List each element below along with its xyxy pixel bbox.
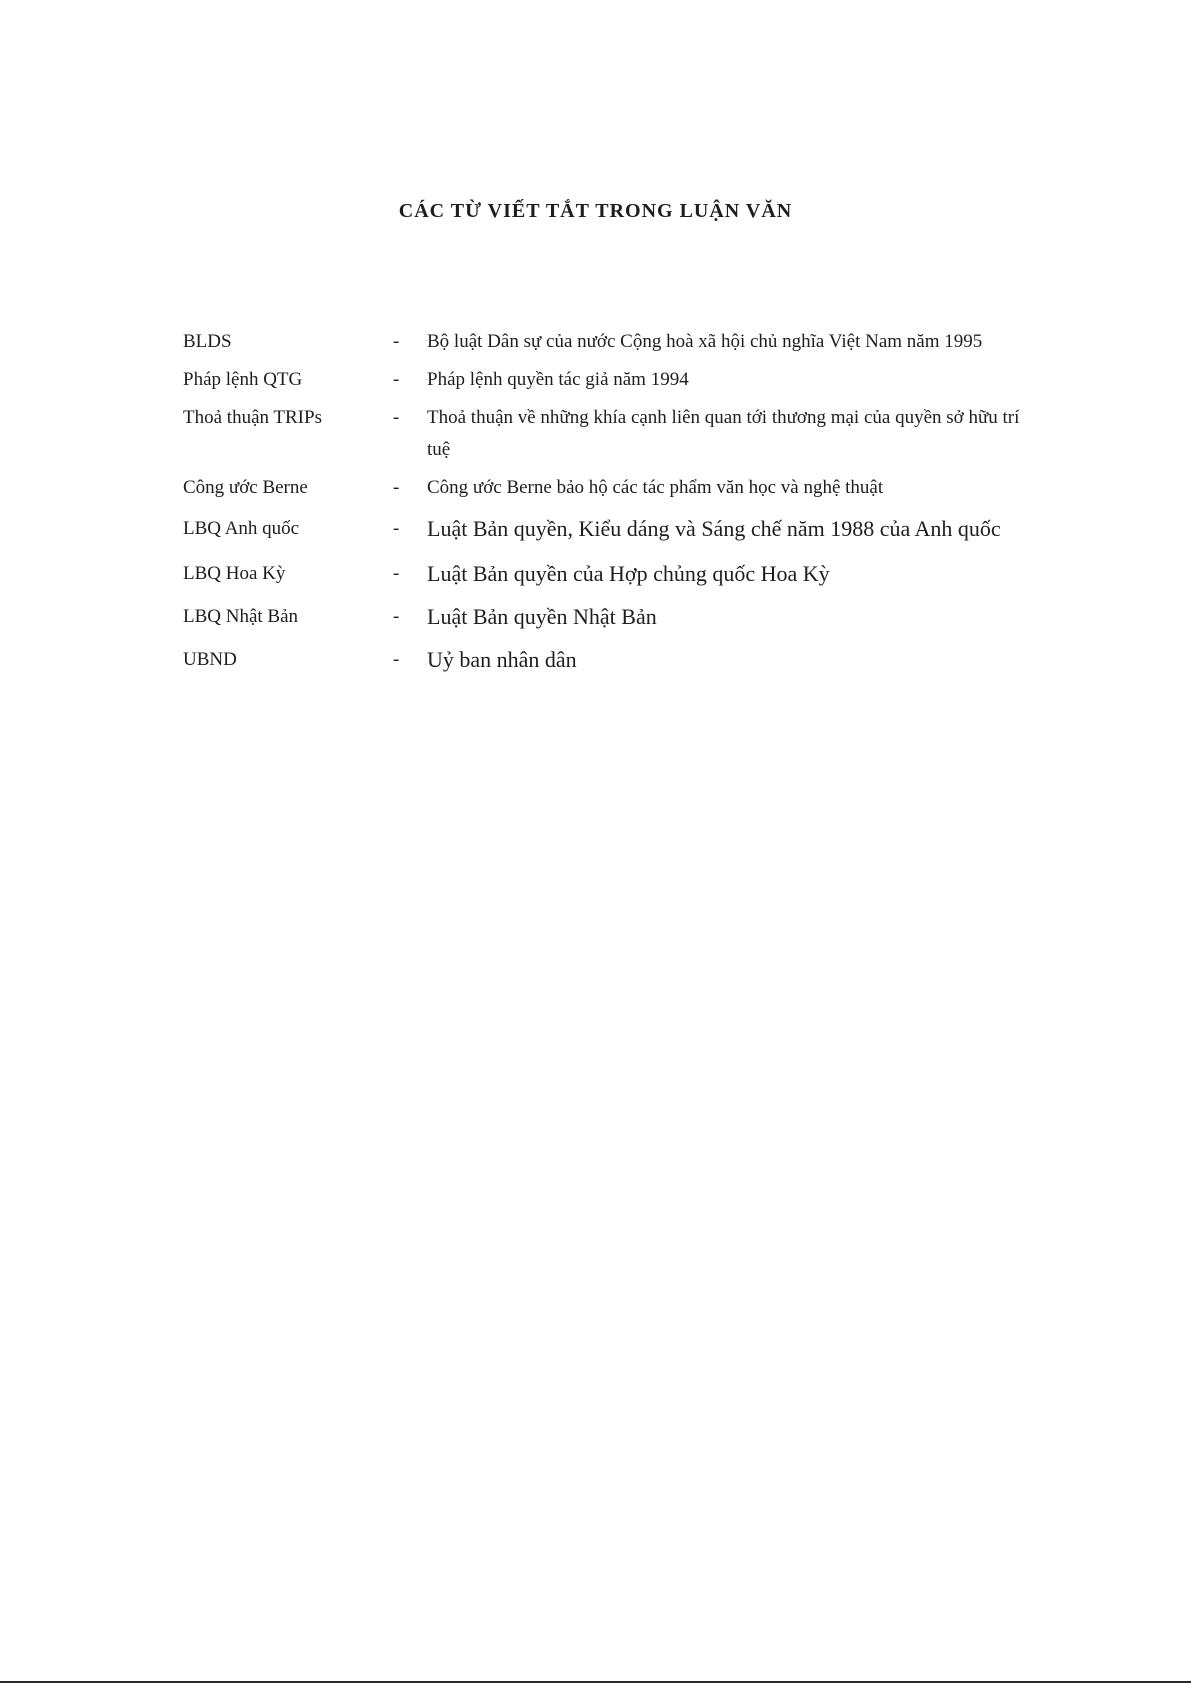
abbreviation-term: LBQ Nhật Bản <box>183 606 299 627</box>
abbreviation-row <box>183 402 1023 466</box>
abbreviation-term: Thoả thuận TRIPs <box>183 407 322 428</box>
abbreviation-row <box>183 510 1023 547</box>
abbreviation-separator: - <box>393 331 400 352</box>
abbreviation-separator: - <box>393 369 400 390</box>
abbreviation-description: Luật Bản quyền, Kiểu dáng và Sáng chế năm 1988 của Anh quốc <box>427 516 1001 541</box>
abbreviation-row <box>183 641 1023 678</box>
abbreviation-term: UBND <box>183 649 237 670</box>
abbreviation-description: Công ước Berne bảo hộ các tác phẩm văn học và nghệ thuật <box>427 477 884 498</box>
abbreviation-row <box>183 326 1023 358</box>
abbreviation-description: Luật Bản quyền Nhật Bản <box>427 604 657 629</box>
abbreviation-term: Pháp lệnh QTG <box>183 369 303 390</box>
abbreviation-description: Luật Bản quyền của Hợp chủng quốc Hoa Kỳ <box>427 561 830 586</box>
abbreviation-term: LBQ Anh quốc <box>183 518 300 539</box>
abbreviation-separator: - <box>393 477 400 498</box>
abbreviation-description: Bộ luật Dân sự của nước Cộng hoà xã hội chủ nghĩa Việt Nam năm 1995 <box>427 331 983 352</box>
abbreviation-separator: - <box>393 407 400 428</box>
page-title: CÁC TỪ VIẾT TẮT TRONG LUẬN VĂN <box>398 200 793 222</box>
abbreviation-term: LBQ Hoa Kỳ <box>183 563 286 584</box>
abbreviation-row <box>183 555 1023 592</box>
abbreviation-separator: - <box>393 606 400 627</box>
abbreviation-row <box>183 472 1023 504</box>
abbreviation-term: Công ước Berne <box>183 477 308 498</box>
abbreviation-separator: - <box>393 518 400 539</box>
abbreviation-separator: - <box>393 563 400 584</box>
abbreviation-description: Pháp lệnh quyền tác giả năm 1994 <box>427 369 689 390</box>
abbreviation-term: BLDS <box>183 331 232 352</box>
abbreviation-list <box>183 326 1023 678</box>
abbreviation-description: Uỷ ban nhân dân <box>427 647 577 672</box>
abbreviation-row <box>183 598 1023 635</box>
abbreviation-separator: - <box>393 649 400 670</box>
abbreviation-description: Thoả thuận về những khía cạnh liên quan tới thương mại của quyền sở hữu trí tuệ <box>427 407 1020 460</box>
abbreviation-row <box>183 364 1023 396</box>
